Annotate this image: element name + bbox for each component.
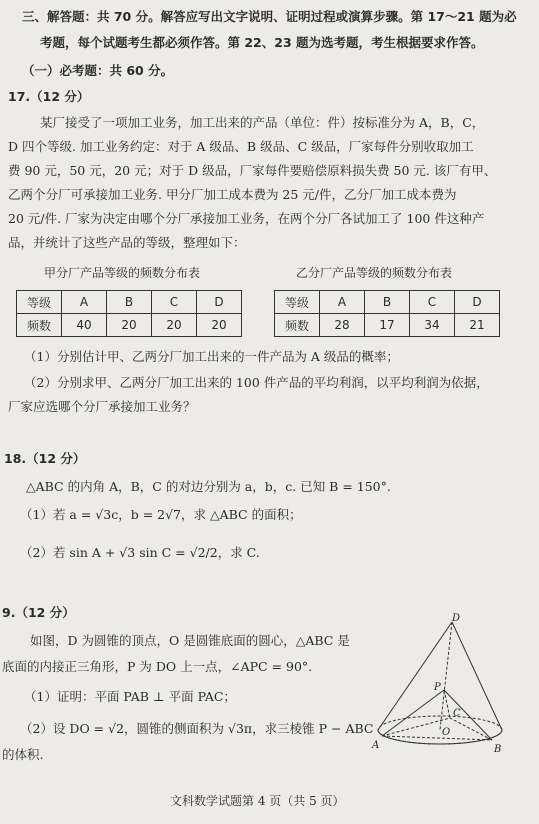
- q17-part1: （1）分别估计甲、乙两分厂加工出来的一件产品为 A 级品的概率；: [24, 349, 399, 364]
- q17-part2-line1: （2）分别求甲、乙两分厂加工出来的 100 件产品的平均利润，以平均利润为依据，: [24, 375, 489, 390]
- q18-text: △ABC 的内角 A，B，C 的对边分别为 a，b，c. 已知 B = 150°.: [26, 479, 391, 494]
- figure-label-a: A: [372, 740, 380, 751]
- q19-text-line1: 如图，D 为圆锥的顶点，O 是圆锥底面的圆心，△ABC 是: [30, 633, 350, 648]
- q17-text-line: 品，并统计了这些产品的等级，整理如下：: [8, 235, 246, 250]
- table-cell: 20: [197, 314, 242, 337]
- figure-label-p: P: [434, 682, 441, 693]
- table-cell: 等级: [275, 291, 320, 314]
- q18-part2: （2）若 sin A + √3 sin C = √2/2，求 C.: [20, 545, 260, 560]
- table-cell: 21: [455, 314, 500, 337]
- q17-text-line: 20 元/件. 厂家为决定由哪个分厂承接加工业务，在两个分厂各试加工了 100 件这种产: [8, 211, 485, 226]
- table-a-caption: 甲分厂产品等级的频数分布表: [44, 266, 201, 280]
- table-cell: 等级: [17, 291, 62, 314]
- table-row: [275, 314, 500, 337]
- table-b: [274, 290, 500, 337]
- q19-part1: （1）证明：平面 PAB ⊥ 平面 PAC；: [24, 689, 236, 704]
- table-cell: C: [152, 291, 197, 314]
- q19-part2-line2: 的体积.: [2, 747, 44, 762]
- figure-label-o: O: [442, 727, 451, 738]
- table-cell: D: [455, 291, 500, 314]
- required-heading: （一）必考题：共 60 分。: [22, 63, 174, 78]
- table-b-caption: 乙分厂产品等级的频数分布表: [296, 266, 453, 280]
- q17-text-line: 乙两个分厂可承接加工业务. 甲分厂加工成本费为 25 元/件，乙分厂加工成本费为: [8, 187, 457, 202]
- table-cell: 20: [152, 314, 197, 337]
- q19-text-line2: 底面的内接正三角形，P 为 DO 上一点，∠APC = 90°.: [2, 659, 313, 674]
- page-footer: 文科数学试题第 4 页（共 5 页）: [170, 794, 345, 808]
- section-title-line1: 三、解答题：共 70 分。解答应写出文字说明、证明过程或演算步骤。第 17～21 题为必: [22, 9, 517, 24]
- q17-text-line: D 四个等级. 加工业务约定：对于 A 级品、B 级品、C 级品，厂家每件分别收取加工: [8, 139, 474, 154]
- table-row: [17, 314, 242, 337]
- table-cell: C: [410, 291, 455, 314]
- q19-part2-line1: （2）设 DO = √2，圆锥的侧面积为 √3π，求三棱锥 P − ABC: [20, 721, 374, 736]
- table-cell: 17: [365, 314, 410, 337]
- table-cell: 34: [410, 314, 455, 337]
- figure-label-b: B: [494, 744, 502, 755]
- table-cell: 28: [320, 314, 365, 337]
- q18-part1: （1）若 a = √3c，b = 2√7，求 △ABC 的面积；: [20, 507, 302, 522]
- table-cell: 频数: [275, 314, 320, 337]
- table-a: [16, 290, 242, 337]
- q17-header: 17.（12 分）: [8, 89, 90, 104]
- table-cell: A: [320, 291, 365, 314]
- q18-header: 18.（12 分）: [4, 451, 86, 466]
- figure-label-d: D: [452, 613, 461, 624]
- table-cell: 20: [107, 314, 152, 337]
- table-cell: B: [107, 291, 152, 314]
- section-title-line2: 考题，每个试题考生都必须作答。第 22、23 题为选考题，考生根据要求作答。: [40, 35, 484, 50]
- q17-part2-line2: 厂家应选哪个分厂承接加工业务？: [8, 399, 196, 414]
- table-cell: A: [62, 291, 107, 314]
- cone-figure: [368, 612, 518, 760]
- q19-header: 9.（12 分）: [2, 605, 75, 620]
- table-row: [275, 291, 500, 314]
- table-cell: 40: [62, 314, 107, 337]
- figure-label-c: C: [453, 708, 461, 719]
- table-cell: D: [197, 291, 242, 314]
- table-cell: 频数: [17, 314, 62, 337]
- q17-text-line: 某厂接受了一项加工业务，加工出来的产品（单位：件）按标准分为 A，B，C，: [40, 115, 485, 130]
- table-row: [17, 291, 242, 314]
- table-cell: B: [365, 291, 410, 314]
- q17-text-line: 费 90 元，50 元，20 元；对于 D 级品，厂家每件要赔偿原料损失费 50 元. 该厂有甲、: [8, 163, 497, 178]
